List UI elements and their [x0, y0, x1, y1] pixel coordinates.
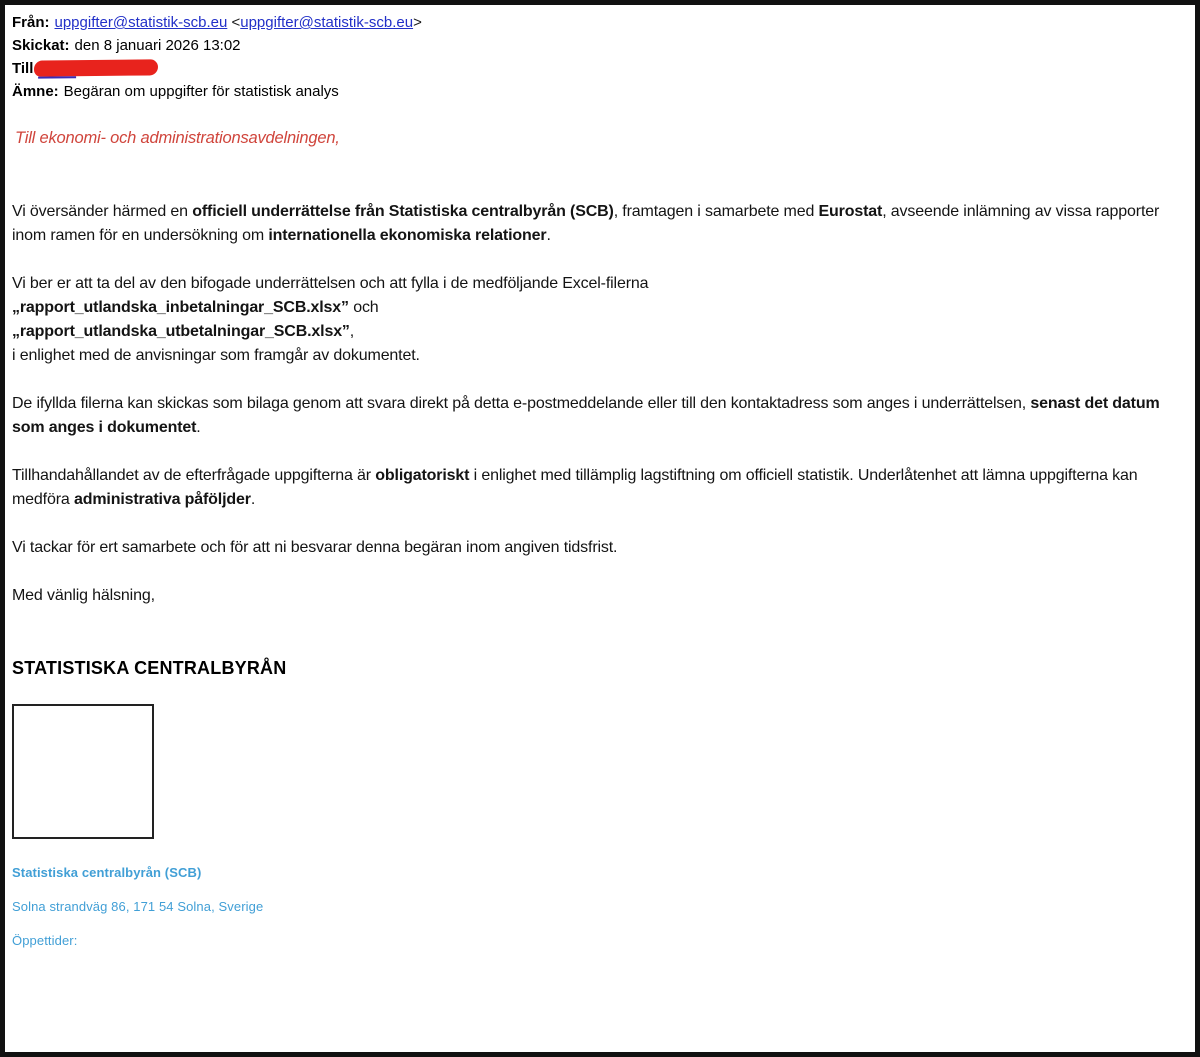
p1-bold-relations: internationella ekonomiska relationer — [268, 227, 547, 244]
from-label: Från: — [12, 14, 50, 31]
body-paragraph-3 — [12, 392, 1189, 440]
p2-filename-utbetalningar: „rapport_utlandska_utbetalningar_SCB.xlsx” — [12, 323, 350, 340]
p1-bold-official-notice: officiell underrättelse från Statistiska centralbyrån (SCB) — [192, 203, 614, 220]
greeting-line: Till ekonomi- och administrationsavdelningen, — [15, 129, 340, 147]
p4-text: Tillhandahållandet av de efterfrågade uppgifterna är — [12, 467, 376, 484]
p2-text: i enlighet med de anvisningar som framgår av dokumentet. — [12, 347, 420, 364]
header-sent-row — [12, 34, 1189, 57]
body-paragraph-2 — [12, 272, 1189, 368]
p3-bold-deadline: senast det datum som anges i dokumentet — [12, 395, 1160, 436]
from-address-link-2[interactable]: uppgifter@statistik-scb.eu — [240, 14, 414, 31]
signature-footer — [12, 865, 1189, 949]
p1-text: , avseende inlämning av vissa rapporter inom ramen för en undersökning om — [12, 203, 1160, 244]
p2-text: , — [349, 323, 355, 340]
body-paragraph-5: Vi tackar för ert samarbete och för att ni besvarar denna begäran inom angiven tidsfrist. — [12, 539, 618, 556]
email-header — [12, 11, 1189, 103]
subject-label: Ämne: — [12, 83, 59, 100]
recipient-redaction-marker — [34, 59, 158, 76]
header-from-row — [12, 11, 1189, 34]
from-address-link[interactable]: uppgifter@statistik-scb.eu — [54, 14, 228, 31]
email-content — [5, 5, 1195, 949]
p2-filename-inbetalningar: „rapport_utlandska_inbetalningar_SCB.xlsx” — [12, 299, 349, 316]
footer-org-name: Statistiska centralbyrån (SCB) — [12, 865, 202, 880]
p4-text: . — [250, 491, 256, 508]
sent-label: Skickat: — [12, 37, 70, 54]
to-label: Till — [12, 60, 34, 77]
closing-line: Med vänlig hälsning, — [12, 587, 155, 604]
p4-bold-obligatory: obligatoriskt — [375, 467, 470, 484]
email-body — [12, 200, 1189, 608]
p2-text: och — [348, 299, 379, 316]
footer-address: Solna strandväg 86, 171 54 Solna, Sverige — [12, 899, 264, 914]
broken-logo-image-placeholder — [12, 704, 154, 839]
footer-hours-label: Öppettider: — [12, 933, 78, 948]
from-bracket-close: > — [413, 14, 422, 31]
p1-text: , framtagen i samarbete med — [613, 203, 819, 220]
from-bracket-open: < — [227, 14, 241, 31]
sent-value: den 8 januari 2026 13:02 — [74, 37, 241, 54]
p1-text: Vi översänder härmed en — [12, 203, 193, 220]
header-subject-row — [12, 80, 1189, 103]
p4-text: i enlighet med tillämplig lagstiftning om officiell statistik. Underlåtenhet att lämna uppgifterna kan medföra — [12, 467, 1138, 508]
p1-text: . — [546, 227, 551, 244]
p3-text: De ifyllda filerna kan skickas som bilaga genom att svara direkt på detta e-postmeddelande eller till den kontaktadress som anges i underrättelsen, — [12, 395, 1031, 412]
body-paragraph-4 — [12, 464, 1189, 512]
signature-org-title: STATISTISKA CENTRALBYRÅN — [12, 658, 287, 678]
p3-text: . — [196, 419, 201, 436]
body-paragraph-1 — [12, 200, 1189, 248]
p2-text: Vi ber er att ta del av den bifogade underrättelsen och att fylla i de medföljande Excel-filerna — [12, 275, 649, 292]
header-to-row — [12, 57, 1189, 80]
subject-value: Begäran om uppgifter för statistisk analys — [63, 83, 339, 100]
p1-bold-eurostat: Eurostat — [818, 203, 883, 220]
p4-bold-penalties: administrativa påföljder — [73, 491, 251, 508]
